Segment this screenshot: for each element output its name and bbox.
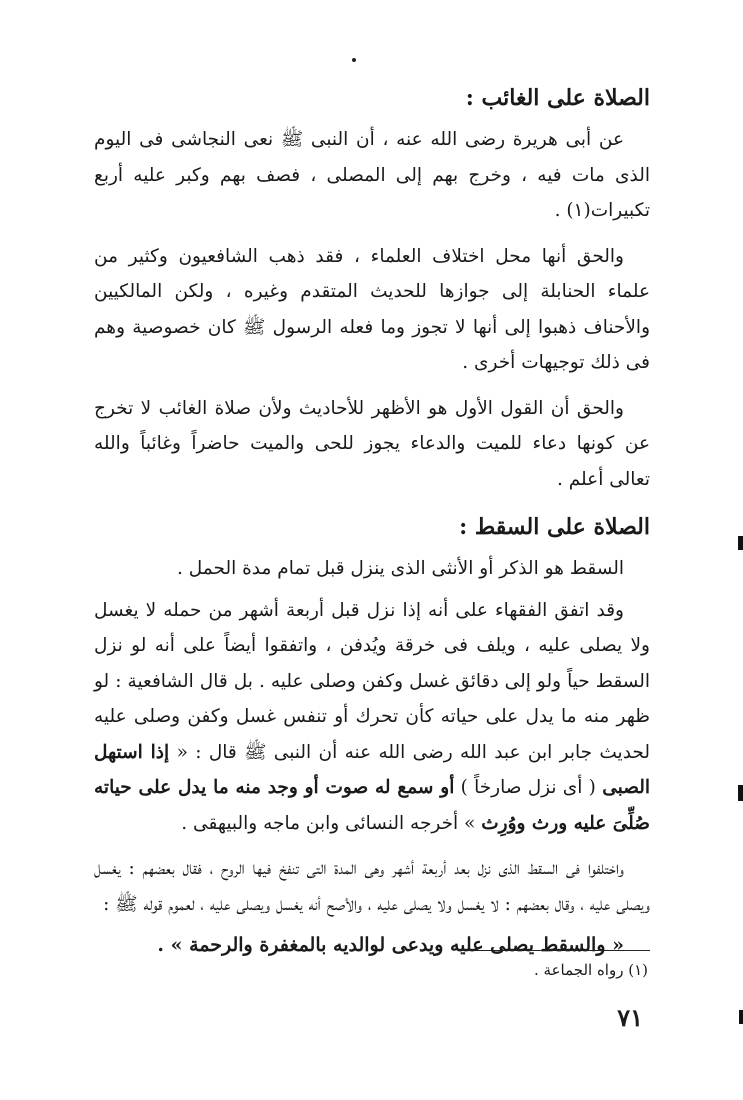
page-number: ٧١ <box>617 1003 643 1032</box>
scan-edge-mark <box>738 536 743 550</box>
section-heading-absent-prayer: الصلاة على الغائب : <box>465 85 650 111</box>
hadith-text: إذا استهل الصبى <box>94 741 651 798</box>
page-body <box>94 78 650 964</box>
paragraph-text: وقد اتفق الفقهاء على أنه إذا نزل قبل أربعة أشهر من حمله لا يغسل ولا يصلى عليه ، ويلف فى خرقة ويُدفن ، واتفقوا أيضاً على أنه لو نزل السقط حياً ولو إلى دقائق غسل وكفن وصلى عليه . بل قال الشافعية : لو ظهر منه ما يدل على حياته كأن تحرك أو تنفس غسل وكفن وصلى عليه لحديث جابر ابن عبد الله رضى الله عنه أن النبى ﷺ قال : « <box>94 599 650 763</box>
scan-edge-mark <box>739 1010 743 1024</box>
footnote-separator <box>465 950 650 951</box>
paragraph: والحق أن القول الأول هو الأظهر للأحاديث ولأن صلاة الغائب لا تخرج عن كونها دعاء للميت والدعاء يجوز للحى والميت حاضراً وغائباً والله تعالى أعلم . <box>94 397 650 490</box>
paragraph-text: » أخرجه النسائى وابن ماجه والبيهقى . <box>181 812 476 834</box>
scan-edge-mark <box>738 785 743 801</box>
hadith-text: أو سمع له صوت أو وجد منه ما يدل على حياته صُلِّىَ عليه ورث ووُرِث <box>94 777 650 834</box>
paragraph: عن أبى هريرة رضى الله عنه ، أن النبى ﷺ نعى النجاشى فى اليوم الذى مات فيه ، وخرج بهم إلى المصلى ، فصف بهم وكبر عليه أربع تكبيرات(١) . <box>94 129 650 221</box>
paragraph <box>94 593 650 842</box>
scan-dot-mark <box>352 58 356 62</box>
paragraph: واختلفوا فى السقط الذى نزل بعد أربعة أشهر وهى المدة التى تنفخ فيها الروح ، فقال بعضهم : يغسل ويصلى عليه ، وقال بعضهم : لا يغسل ولا يصلى عليه ، والأصح أنه يغسل ويصلى عليه ، لعموم قوله ﷺ : <box>94 858 650 915</box>
section-heading-miscarriage-prayer: الصلاة على السقط : <box>459 514 650 540</box>
footnote: (١) رواه الجماعة . <box>533 961 648 979</box>
paragraph-text: ( أى نزل صارخاً ) <box>460 777 596 798</box>
paragraph: والحق أنها محل اختلاف العلماء ، فقد ذهب الشافعيون وكثير من علماء الحنابلة إلى جوازها للحديث المتقدم وغيره ، ولكن المالكيين والأحناف ذهبوا إلى أنها لا تجوز وما فعله الرسول ﷺ كان خصوصية وهم فى ذلك توجيهات أخرى . <box>94 245 650 373</box>
paragraph: السقط هو الذكر أو الأنثى الذى ينزل قبل تمام مدة الحمل . <box>177 558 624 579</box>
hadith-quote: « والسقط يصلى عليه ويدعى لوالديه بالمغفرة والرحمة » . <box>157 934 624 956</box>
